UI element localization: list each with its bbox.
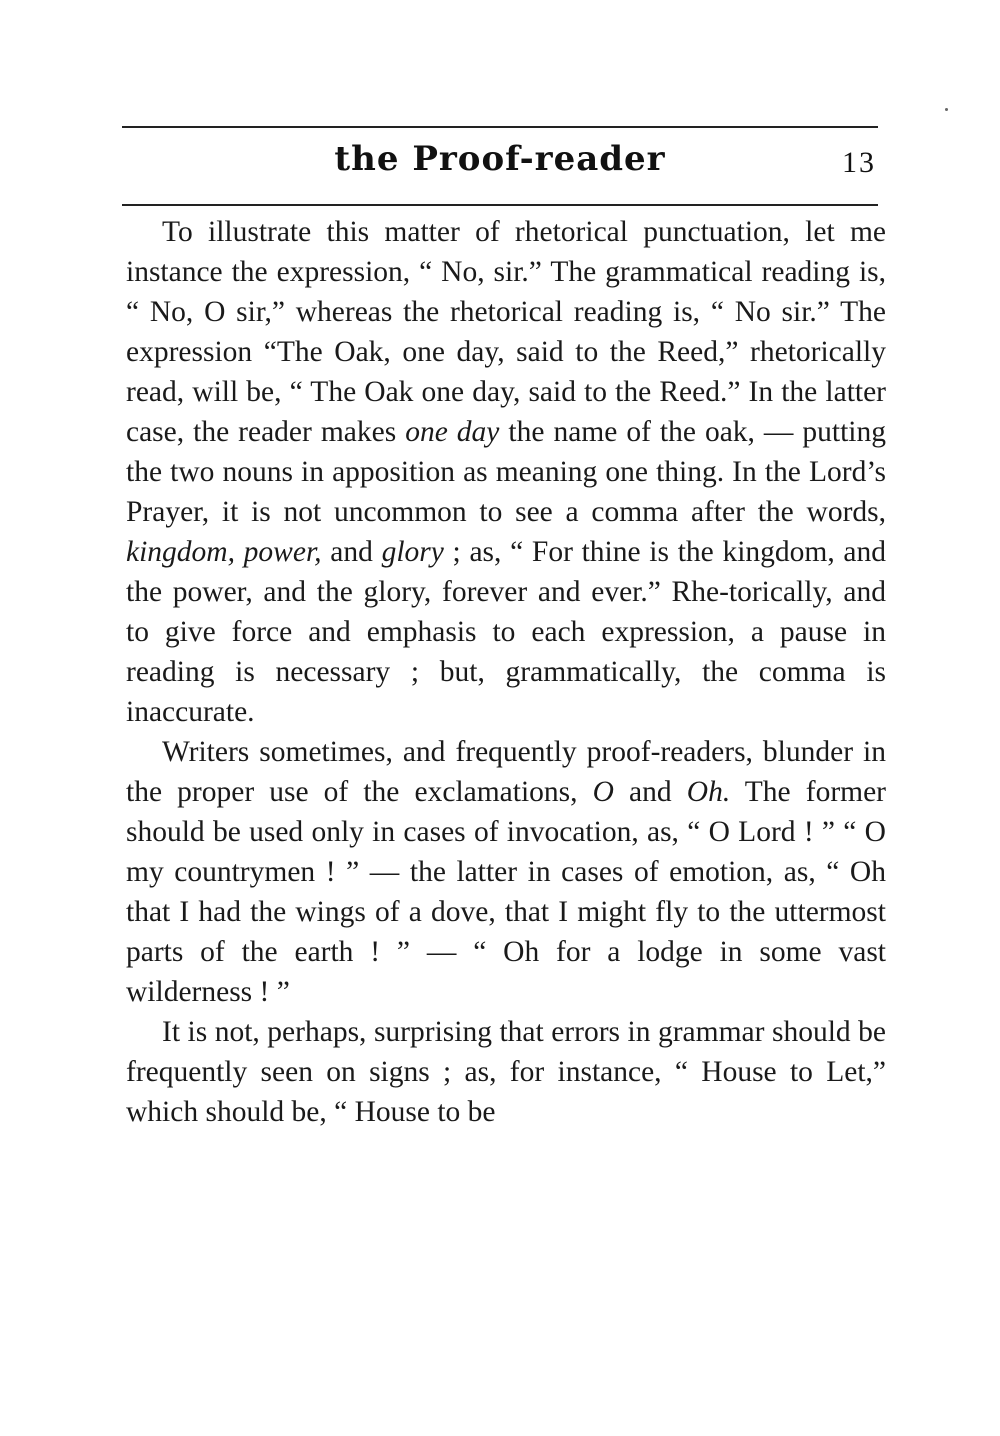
paragraph <box>126 732 886 1012</box>
page-number: 13 <box>842 146 876 179</box>
paragraph <box>126 212 886 732</box>
header-bottom-rule <box>122 204 878 206</box>
stray-ink-mark <box>945 108 948 111</box>
text-run: ; as, “ For thine is the kingdom, and the power, and the glory, forever and ever.” Rhe-torically, and to give force and emphasis to each expression, a pause in reading is necessary ; but, grammatically, the comma is inaccurate. <box>126 536 887 728</box>
header-top-rule <box>122 126 878 128</box>
italic-text: one day <box>405 416 500 448</box>
italic-text: Oh. <box>686 776 731 808</box>
italic-text: O <box>592 776 614 808</box>
text-run: It is not, perhaps, surprising that errors in grammar should be frequently seen on signs ; as, for instance, “ House to Let,” which should be, “ House to be <box>126 1016 886 1128</box>
text-run: and <box>613 776 687 808</box>
text-run: The former should be used only in cases of invocation, as, “ O Lord ! ” “ O my countrymen ! ” — the latter in cases of emotion, as, “ Oh that I had the wings of a dove, that I might fly to the uttermost parts of the earth ! ” — “ Oh for a lodge in some vast wilderness ! ” <box>126 776 887 1008</box>
text-run: Writers sometimes, and frequently proof-readers, blunder in the proper use of the exclamations, <box>126 736 886 808</box>
text-run: and <box>321 536 382 568</box>
text-run: To illustrate this matter of rhetorical punctuation, let me instance the expression, “ No, sir.” The grammatical reading is, “ No, O sir,” whereas the rhetorical reading is, “ No sir.” The expression “The Oak, one day, said to the Reed,” rhetorically read, will be, “ The Oak one day, said to the Reed.” In the latter case, the reader makes <box>126 216 886 448</box>
text-run: the name of the oak, — putting the two nouns in apposition as meaning one thing. In the Lord’s Prayer, it is not uncommon to see a comma after the words, <box>126 416 886 528</box>
paragraph <box>126 1012 886 1132</box>
page-header <box>122 126 878 208</box>
body-text <box>126 212 886 1132</box>
italic-text: glory <box>381 536 444 568</box>
italic-text: kingdom, power, <box>126 536 322 568</box>
running-title: the Proof-reader <box>334 139 666 179</box>
